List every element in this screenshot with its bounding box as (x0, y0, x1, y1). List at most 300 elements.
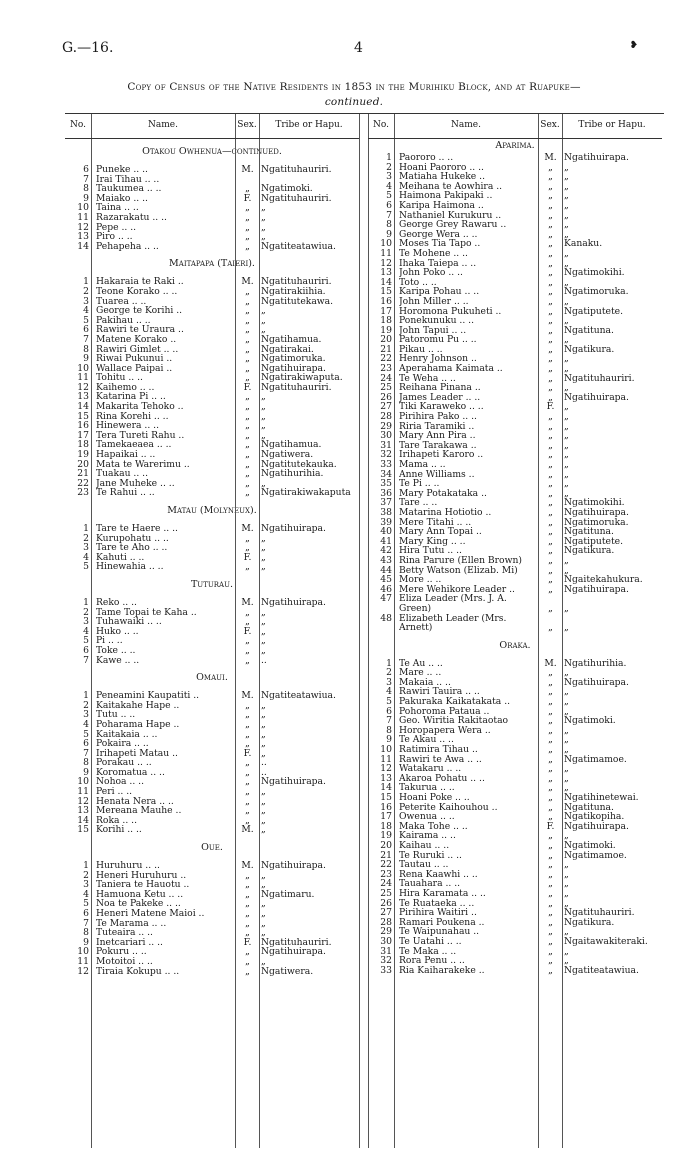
table-row (368, 182, 662, 192)
row-number: 48 (380, 612, 392, 624)
row-number: 1 (386, 152, 392, 163)
resident-tribe: Ngatimamoe. (564, 849, 627, 861)
resident-name: John Tapui .. .. (399, 325, 467, 336)
resident-tribe: Ngatihinetewai. (564, 792, 639, 803)
resident-name: Te Mohene .. .. (399, 248, 468, 259)
row-number: 1 (83, 690, 89, 702)
resident-name: George Grey Rawaru .. (399, 220, 507, 230)
resident-name: Hinewahia .. .. (96, 562, 164, 572)
table-row (368, 441, 662, 451)
table-row (368, 335, 662, 345)
resident-sex: „ (245, 728, 250, 740)
resident-name: Irai Tihau .. .. (96, 174, 160, 185)
resident-tribe: Ngatiwera. (261, 965, 314, 977)
table-row (368, 172, 662, 182)
row-number: 8 (83, 757, 89, 769)
resident-sex: „ (245, 240, 250, 252)
table-row (368, 659, 662, 669)
resident-name: Rawiri te Uraura .. (96, 325, 184, 335)
table-row (368, 518, 662, 528)
row-number: 11 (380, 753, 392, 765)
table-row (65, 383, 359, 393)
resident-name: Taina .. .. (96, 203, 139, 213)
resident-sex: „ (548, 955, 553, 967)
resident-tribe: Ngatihuirapa. (261, 860, 326, 872)
resident-name: Tare te Haere .. .. (96, 524, 178, 534)
row-number: 3 (386, 676, 392, 688)
row-number: 14 (380, 782, 392, 794)
row-number: 31 (380, 439, 392, 451)
resident-tribe: „ (564, 487, 569, 499)
resident-name: Peterite Kaihouhou .. (399, 802, 498, 813)
resident-sex: „ (245, 420, 250, 432)
resident-tribe: „ (261, 917, 266, 929)
row-number: 11 (380, 247, 392, 259)
row-number: 10 (77, 202, 89, 214)
resident-name: Pakuraka Kaikatakata .. (399, 697, 511, 707)
resident-tribe: „ (261, 606, 266, 618)
resident-sex: F. (243, 551, 252, 563)
row-number: 29 (380, 926, 392, 938)
resident-name: Kairama .. .. (399, 831, 456, 841)
resident-sex: „ (548, 468, 553, 480)
resident-tribe: „ (564, 955, 569, 967)
row-number: 16 (380, 295, 392, 307)
resident-sex: „ (548, 161, 553, 173)
resident-tribe: „ (564, 782, 569, 794)
row-number: 15 (380, 792, 392, 803)
table-row (65, 777, 359, 787)
table-row (65, 316, 359, 326)
resident-tribe: Ngatiteatawiua. (261, 690, 336, 702)
ornament-mark: ❥ (629, 40, 638, 51)
header-name: Name. (451, 120, 481, 130)
resident-name: Ponekunuku .. .. (399, 316, 475, 326)
resident-name: More .. .. (399, 575, 442, 585)
table-row (368, 163, 662, 173)
resident-tribe: Ngatimoruka. (261, 353, 326, 365)
table-row (368, 249, 662, 259)
resident-sex: „ (548, 897, 553, 909)
resident-tribe: Ngatiputete. (564, 305, 624, 317)
column-header (65, 113, 359, 139)
resident-name: Te Weha .. .. (399, 373, 456, 384)
resident-sex: „ (548, 478, 553, 490)
row-number: 27 (380, 907, 392, 919)
resident-tribe: „ (261, 429, 266, 441)
table-row (368, 191, 662, 201)
resident-sex: „ (548, 391, 553, 403)
resident-tribe: „ (564, 830, 569, 842)
resident-name: Tame Topai te Kaha .. (96, 607, 197, 618)
table-row (368, 211, 662, 221)
row-number: 32 (380, 955, 392, 967)
resident-name: Henry Johnson .. (399, 354, 477, 365)
row-number: 15 (380, 286, 392, 298)
row-number: 7 (83, 173, 89, 185)
resident-tribe: Ngatikura. (564, 343, 615, 355)
resident-name: Rina Parure (Ellen Brown) (399, 555, 522, 566)
resident-sex: „ (245, 285, 250, 297)
resident-sex: „ (548, 705, 553, 717)
table-row (368, 460, 662, 470)
resident-sex: „ (548, 676, 553, 688)
resident-name: Rora Penu .. .. (399, 956, 465, 966)
resident-tribe: „ (564, 315, 569, 327)
table-row (65, 730, 359, 740)
row-number: 4 (83, 551, 89, 563)
resident-name: Mary Potakataka .. (399, 488, 487, 499)
table-row (368, 831, 662, 841)
resident-sex: „ (548, 247, 553, 259)
header-tribe: Tribe or Hapu. (275, 120, 343, 130)
resident-tribe: Ngaitawakiteraki. (564, 935, 648, 947)
resident-name: Owenua .. .. (399, 812, 455, 822)
row-number: 41 (380, 535, 392, 547)
resident-tribe: „ (261, 561, 266, 573)
row-number: 7 (83, 747, 89, 759)
resident-name: Korihi .. .. (96, 825, 142, 836)
resident-name: Te Waipunahau .. (399, 927, 480, 937)
resident-sex: F. (243, 747, 252, 759)
resident-name: Pikau .. .. (399, 344, 443, 355)
row-number: 2 (386, 161, 392, 173)
table-row (65, 165, 359, 175)
resident-sex: „ (548, 267, 553, 279)
resident-name: Te Maka .. .. (399, 946, 457, 957)
resident-name: Pokuru .. .. (96, 947, 147, 957)
header-no: No. (70, 120, 86, 130)
resident-name: Tuakau .. .. (96, 469, 149, 479)
resident-sex: „ (548, 782, 553, 794)
section-heading: Aparima. (495, 140, 535, 151)
page-title (55, 80, 653, 110)
resident-tribe: Ngatihurihia. (564, 657, 627, 669)
row-number: 5 (83, 561, 89, 573)
resident-sex: „ (548, 295, 553, 307)
table-row (368, 546, 662, 556)
resident-sex: „ (245, 946, 250, 958)
table-row (368, 774, 662, 784)
resident-sex: „ (245, 468, 250, 480)
resident-sex: „ (245, 738, 250, 750)
resident-sex: M. (544, 657, 557, 669)
resident-sex: „ (245, 709, 250, 721)
table-row (368, 851, 662, 861)
resident-sex: „ (548, 487, 553, 499)
resident-name: Mere Titahi .. .. (399, 517, 472, 528)
resident-tribe: „ (261, 542, 266, 554)
resident-name: Pokaira .. .. (96, 739, 149, 749)
row-number: 11 (77, 211, 89, 223)
resident-sex: „ (548, 935, 553, 947)
table-row (368, 614, 662, 633)
resident-sex: „ (245, 776, 250, 788)
row-number: 35 (380, 478, 392, 490)
row-number: 12 (77, 221, 89, 233)
resident-name: Tautau .. .. (399, 860, 449, 870)
resident-tribe: „ (261, 231, 266, 243)
resident-tribe: Ngatihurihia. (261, 468, 324, 480)
resident-name: James Leader .. .. (399, 392, 481, 403)
resident-name: Ihaka Taiepa .. .. (399, 258, 477, 269)
row-number: 10 (77, 362, 89, 374)
table-row (65, 488, 359, 498)
resident-sex: „ (245, 635, 250, 647)
resident-tribe: „ (564, 449, 569, 461)
resident-name: Tamekaeaea .. .. (96, 440, 172, 451)
table-row (368, 287, 662, 297)
row-number: 12 (380, 763, 392, 775)
resident-sex: „ (245, 908, 250, 919)
resident-sex: „ (548, 667, 553, 679)
row-number: 5 (83, 728, 89, 740)
resident-tribe: .. (261, 766, 267, 778)
row-number: 8 (83, 343, 89, 355)
row-number: 36 (380, 487, 392, 499)
resident-tribe: Ngatihamua. (261, 333, 322, 345)
table-row (368, 860, 662, 870)
table-row (368, 556, 662, 566)
resident-tribe: Ngatitutekawa. (261, 295, 334, 307)
row-number: 12 (77, 795, 89, 807)
table-row (65, 412, 359, 422)
table-row (368, 678, 662, 688)
resident-tribe: „ (564, 554, 569, 566)
resident-tribe: „ (564, 734, 569, 746)
row-number: 11 (77, 955, 89, 967)
row-number: 5 (386, 696, 392, 708)
table-row (368, 412, 662, 422)
resident-tribe: „ (564, 276, 569, 288)
row-number: 4 (83, 625, 89, 637)
resident-name: Hapaikai .. .. (96, 450, 156, 460)
resident-name: Matene Korako .. (96, 334, 177, 345)
row-number: 2 (83, 606, 89, 618)
resident-sex: „ (548, 916, 553, 928)
table-row (65, 899, 359, 909)
row-number: 13 (77, 231, 89, 243)
resident-tribe: „ (261, 805, 266, 817)
header-sex: Sex. (540, 120, 560, 130)
resident-tribe: „ (261, 551, 266, 563)
row-number: 16 (380, 801, 392, 813)
resident-sex: „ (245, 805, 250, 817)
table-row (368, 947, 662, 957)
resident-sex: „ (548, 363, 553, 375)
resident-tribe: „ (261, 410, 266, 422)
resident-sex: „ (245, 295, 250, 307)
row-number: 8 (83, 183, 89, 195)
row-number: 8 (83, 927, 89, 939)
header-sex: Sex. (237, 120, 257, 130)
resident-tribe: „ (564, 772, 569, 784)
table-row (368, 716, 662, 726)
row-number: 29 (380, 420, 392, 432)
title-main: Copy of Census of the Native Residents in 1853 in the Murihiku Block, and at Ruapuke— (127, 81, 581, 93)
resident-tribe: „ (261, 869, 266, 881)
row-number: 44 (380, 564, 392, 576)
resident-sex: „ (245, 458, 250, 470)
resident-tribe: „ (261, 955, 266, 967)
resident-name: Noa te Pakeke .. .. (96, 899, 181, 909)
resident-name: Kaitakahe Hape .. (96, 700, 180, 711)
table-row (368, 707, 662, 717)
table-row (65, 242, 359, 252)
row-number: 7 (83, 333, 89, 345)
resident-name: George te Korihi .. (96, 306, 183, 316)
row-number: 21 (380, 343, 392, 355)
resident-tribe: „ (564, 887, 569, 899)
resident-sex: „ (548, 574, 553, 586)
resident-name: Hira Karamata .. .. (399, 888, 486, 899)
row-number: 14 (77, 240, 89, 252)
row-number: 34 (380, 468, 392, 480)
row-number: 26 (380, 391, 392, 403)
resident-name: Patoromu Pu .. .. (399, 335, 477, 345)
resident-tribe: Ngatimoki. (261, 183, 313, 195)
resident-tribe: Ngatimoruka. (564, 516, 629, 528)
row-number: 11 (77, 786, 89, 798)
resident-sex: „ (548, 305, 553, 317)
resident-name: Mare .. .. (399, 668, 442, 678)
resident-name: Peneamini Kaupatiti .. (96, 691, 200, 701)
header-tribe: Tribe or Hapu. (578, 120, 646, 130)
resident-name: Pepe .. .. (96, 222, 137, 233)
row-number: 24 (380, 372, 392, 384)
row-number: 22 (380, 859, 392, 871)
resident-tribe: „ (261, 314, 266, 326)
resident-sex: „ (245, 401, 250, 413)
row-number: 37 (380, 497, 392, 509)
resident-sex: „ (245, 718, 250, 730)
table-row (65, 861, 359, 871)
resident-sex: „ (548, 286, 553, 298)
resident-tribe: Ngatirakiwakaputa (261, 487, 351, 499)
table-row (368, 402, 662, 412)
resident-tribe: Kanaku. (564, 238, 603, 250)
title-continued: continued. (324, 96, 384, 108)
resident-tribe: Ngatihuirapa. (564, 506, 629, 518)
row-number: 21 (77, 468, 89, 480)
table-row (368, 697, 662, 707)
row-number: 2 (83, 869, 89, 881)
resident-name: Pirihira Waitiri .. (399, 908, 477, 918)
row-number: 7 (83, 917, 89, 929)
resident-sex: „ (548, 334, 553, 346)
resident-tribe: „ (564, 401, 569, 413)
section-heading: Oue. (201, 842, 223, 854)
resident-tribe: „ (564, 228, 569, 240)
resident-name: Reko .. .. (96, 597, 137, 608)
resident-tribe: „ (564, 926, 569, 938)
resident-sex: „ (548, 839, 553, 851)
resident-tribe: „ (261, 795, 266, 807)
table-row (368, 153, 662, 163)
resident-name: Te Rahui .. .. (96, 488, 155, 498)
resident-tribe: Ngatihuirapa. (261, 596, 326, 608)
table-row (65, 203, 359, 213)
resident-sex: „ (548, 696, 553, 708)
resident-name: Kurupohatu .. .. (96, 533, 169, 544)
resident-name: Inetcariari .. .. (96, 937, 163, 948)
resident-name: Watakaru .. .. (399, 764, 462, 774)
table-row (65, 636, 359, 646)
row-number: 9 (386, 228, 392, 240)
resident-name: Betty Watson (Elizab. Mi) (399, 565, 518, 576)
resident-sex: M. (544, 152, 557, 163)
row-number: 23 (77, 487, 89, 499)
resident-sex: „ (548, 887, 553, 899)
row-number: 2 (386, 667, 392, 679)
resident-sex: M. (241, 824, 254, 836)
resident-sex: „ (548, 811, 553, 823)
table-row (65, 562, 359, 572)
resident-name: Te Au .. .. (399, 658, 443, 669)
table-row (368, 393, 662, 403)
row-number: 20 (77, 458, 89, 470)
resident-sex: „ (245, 814, 250, 826)
resident-name: Hoani Paororo .. .. (399, 162, 484, 173)
table-row (65, 909, 359, 919)
resident-name: Poharama Hape .. (96, 719, 180, 730)
resident-name: Te Ruataeka .. .. (399, 898, 475, 909)
resident-sex: „ (245, 231, 250, 243)
resident-tribe: „ (564, 724, 569, 736)
resident-tribe: Ngatiteatawiua. (564, 964, 639, 976)
table-row (65, 749, 359, 759)
resident-tribe: „ (261, 898, 266, 910)
resident-name: Tare te Aho .. .. (96, 543, 168, 553)
table-row (65, 880, 359, 890)
resident-tribe: Ngatihuirapa. (261, 523, 326, 534)
resident-sex: „ (245, 879, 250, 891)
row-number: 10 (77, 776, 89, 788)
table-row (65, 627, 359, 637)
resident-sex: „ (548, 772, 553, 784)
row-number: 18 (77, 439, 89, 451)
resident-tribe: „ (261, 211, 266, 223)
row-number: 24 (380, 878, 392, 890)
resident-tribe: Ngatimoki. (564, 839, 616, 851)
table-row (65, 957, 359, 967)
table-row (65, 967, 359, 977)
resident-sex: F. (243, 936, 252, 948)
resident-sex: „ (548, 497, 553, 509)
resident-tribe: „ (564, 334, 569, 346)
resident-tribe: Ngatihuirapa. (261, 776, 326, 788)
resident-sex: M. (241, 860, 254, 872)
resident-name: Horomona Pukuheti .. (399, 306, 502, 317)
row-number: 14 (77, 814, 89, 826)
row-number: 6 (83, 164, 89, 175)
row-number: 2 (83, 285, 89, 297)
resident-name: Te Marama .. .. (96, 918, 167, 929)
resident-tribe: „ (564, 353, 569, 365)
resident-sex: „ (548, 372, 553, 384)
resident-name: Aperahama Kaimata .. (399, 364, 503, 374)
row-number: 13 (380, 772, 392, 784)
resident-name: Maiako .. .. (96, 193, 148, 204)
resident-name: Tuarea .. .. (96, 296, 147, 307)
row-number: 3 (83, 295, 89, 307)
resident-sex: „ (548, 859, 553, 871)
resident-name: Rina Korehi .. .. (96, 411, 169, 422)
resident-sex: „ (245, 766, 250, 778)
resident-sex: „ (245, 183, 250, 195)
resident-sex: „ (548, 926, 553, 938)
table-row (368, 585, 662, 595)
